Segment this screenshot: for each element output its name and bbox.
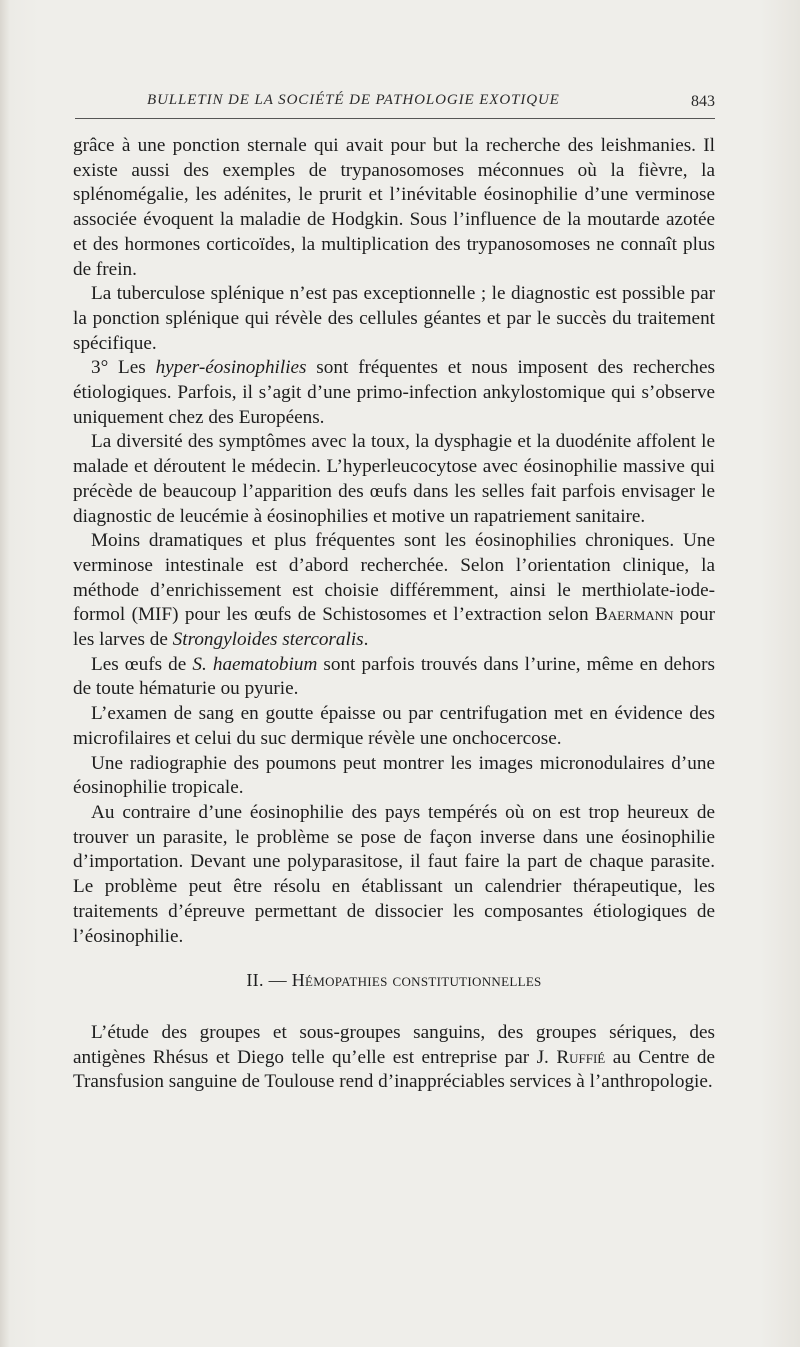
paragraph-6 — [73, 653, 715, 702]
paragraph-10 — [73, 1021, 715, 1095]
paragraph-3-prefix: 3° Les — [91, 357, 156, 379]
paragraph-3-suffix: sont fréquentes et nous imposent des recherches étiologiques. Parfois, il s’agit d’une primo-infection ankylostomique qui s’observe uniquement chez des Européens. — [73, 357, 715, 428]
author-baermann: Baermann — [594, 604, 674, 626]
running-title: BULLETIN DE LA SOCIÉTÉ DE PATHOLOGIE EXOTIQUE — [147, 92, 560, 108]
paragraph-1: grâce à une ponction sternale qui avait pour but la recherche des leishmanies. Il existe aussi des exemples de trypanosomoses méconnues où la fièvre, la splénomégalie, les adénites, le prurit et l’inévitable éosinophilie d’une verminose associée évoquent la maladie de Hodgkin. Sous l’influence de la moutarde azotée et des hormones corticoïdes, la multiplication des trypanosomoses ne connaît plus de frein. — [73, 135, 715, 280]
paragraph-5-after: pour les larves de — [73, 604, 716, 651]
author-ruffie: Ruffié — [556, 1046, 606, 1068]
paragraph-3 — [73, 356, 715, 430]
species-strongyloides: Strongyloides stercoralis — [172, 629, 364, 651]
section-title: Hémopathies constitutionnelles — [291, 970, 542, 991]
species-s-haematobium: S. haematobium — [192, 653, 318, 675]
paragraph-8: Une radiographie des poumons peut montrer les images micronodulaires d’une éosinophilie tropicale. — [73, 752, 715, 799]
paragraph-5-end: . — [363, 629, 369, 651]
paragraph-10-end: au Centre de Transfusion sanguine de Toulouse rend d’inappréciables services à l’anthropologie. — [73, 1046, 715, 1093]
paragraph-4: La diversité des symptômes avec la toux, la dysphagie et la duodénite affolent le malade et déroutent le médecin. L’hyperleucocytose avec éosinophilie massive qui précède de beaucoup l’apparition des œufs dans les selles fait parfois envisager le diagnostic de leucémie à éosinophilies et motive un rapatriement sanitaire. — [73, 431, 715, 527]
paragraph-2: La tuberculose splénique n’est pas exceptionnelle ; le diagnostic est possible par la ponction splénique qui révèle des cellules géantes et par le succès du traitement spécifique. — [73, 283, 715, 354]
paragraph-6-suffix: sont parfois trouvés dans l’urine, même en dehors de toute hématurie ou pyurie. — [73, 653, 715, 700]
section-number: II. — — [246, 970, 292, 991]
section-heading — [73, 968, 715, 993]
header-rule — [75, 118, 715, 119]
paragraph-9: Au contraire d’une éosinophilie des pays tempérés où on est trop heureux de trouver un parasite, le problème se pose de façon inverse dans une éosinophilie d’importation. Devant une polyparasitose, il faut faire la part de chaque parasite. Le problème peut être résolu en établissant un calendrier thérapeutique, les traitements d’épreuve permettant de dissocier les composantes étiologiques de l’éosinophilie. — [73, 801, 715, 947]
paragraph-7: L’examen de sang en goutte épaisse ou par centrifugation met en évidence des microfilaires et celui du suc dermique révèle une onchocercose. — [73, 703, 715, 749]
term-hyper-eosinophilies: hyper-éosinophilies — [155, 357, 307, 379]
page-header — [75, 92, 715, 116]
paragraph-5-text: Moins dramatiques et plus fréquentes sont les éosinophilies chroniques. Une verminose intestinale est d’abord recherchée. Selon l’orientation clinique, la méthode d’enrichissement est choisie différemment, ainsi le merthiolate-iode-formol (MIF) pour les œufs de Schistosomes et l’extraction selon — [73, 530, 715, 626]
article-body — [73, 134, 715, 1095]
page-number: 843 — [691, 93, 715, 110]
paragraph-6-prefix: Les œufs de — [91, 653, 193, 675]
paragraph-10-text: L’étude des groupes et sous-groupes sanguins, des groupes sériques, des antigènes Rhésus et Diego telle qu’elle est entreprise par J. — [73, 1021, 715, 1068]
paragraph-5 — [73, 529, 715, 653]
